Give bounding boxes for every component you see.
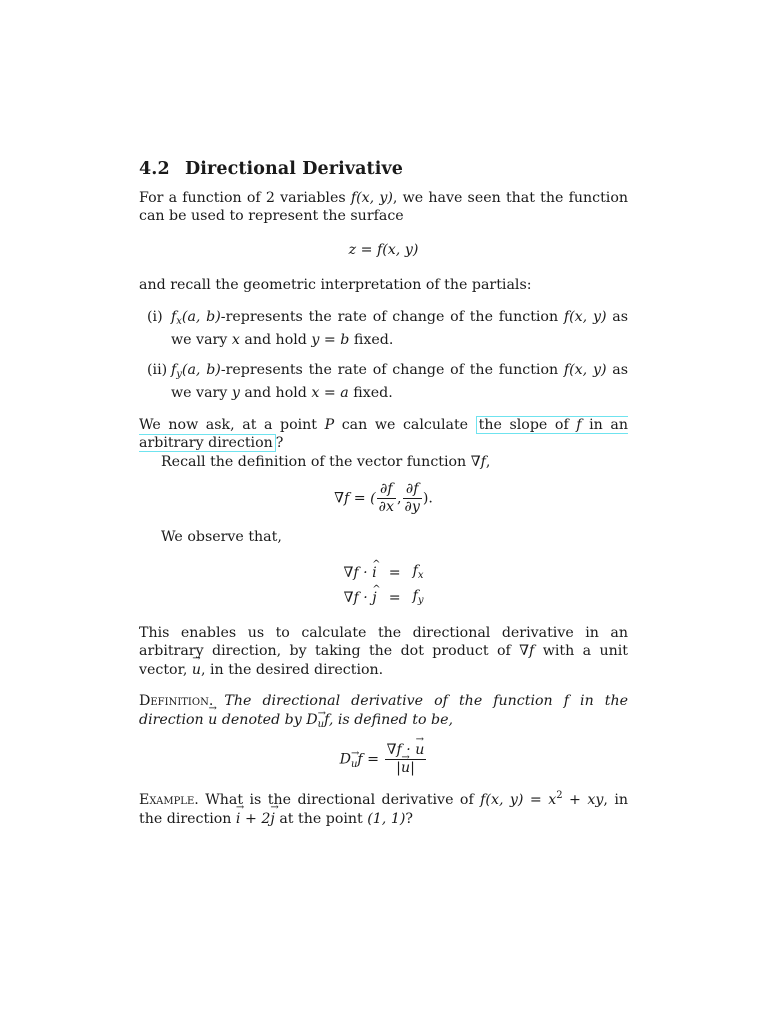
list-item: (ii) $f_y(a$, b)-represents the rate of change of the function f(x, y) as we vary y and hold x = a fixed. [147, 361, 629, 401]
item-label: (ii) [147, 361, 168, 378]
enables-paragraph: This enables us to calculate the directional derivative in an arbitrary direction, by taking the dot product of ∇f with a unit vector, → u, in the desired direction. [139, 624, 628, 680]
observation-equations [337, 561, 429, 611]
observe-text: We observe that, [161, 529, 282, 545]
definition-heading: Definition. [139, 693, 214, 709]
recall-gradient: Recall the definition of the vector function ∇f, [161, 453, 491, 470]
directional-derivative-formula: D→ uf = $\frac{\nabla f \cdot \to u}{|\to u|}$ [139, 742, 628, 777]
question-paragraph: We now ask, at a point P can we calculate the slope of f in an arbitrary direction ? [139, 416, 628, 451]
intro-paragraph: For a function of 2 variables f(x, y), we have seen that the function can be used to represent the surface [139, 189, 629, 224]
section-number: 4.2 [139, 159, 170, 179]
item-label: (i) [147, 308, 163, 325]
list-item: (i) $f_x(a$, b)-represents the rate of change of the function f(x, y) as we vary x and hold y = b fixed. [147, 308, 629, 348]
example-heading: Example. [139, 792, 199, 808]
recall-partials: and recall the geometric interpretation of the partials: [139, 277, 532, 293]
gradient-definition: ∇f = ( $\frac{\partial f}{\partial x}$ , $\frac{\partial f}{\partial y}$ ). [334, 481, 433, 515]
slope-link[interactable]: the slope of f in an arbitrary direction [139, 416, 628, 451]
section-title: Directional Derivative [185, 159, 403, 179]
definition-paragraph: Definition. The directional derivative of the function f in the direction → u denoted by D→ uf, is defined to be, [139, 692, 628, 734]
paper-page [139, 160, 628, 828]
section-heading [139, 160, 628, 179]
example-paragraph: Example. What is the directional derivative of f(x, $y) = x^2$ + xy, in the direction → i + 2→ j at the point (1, 1)? [139, 787, 628, 828]
surface-equation: z = f(x, y) [348, 241, 419, 258]
observation-row: ∇f · ^ j = $f_y$ [337, 586, 429, 611]
observation-row: ∇f · ^ i = $f_x$ [337, 561, 429, 586]
